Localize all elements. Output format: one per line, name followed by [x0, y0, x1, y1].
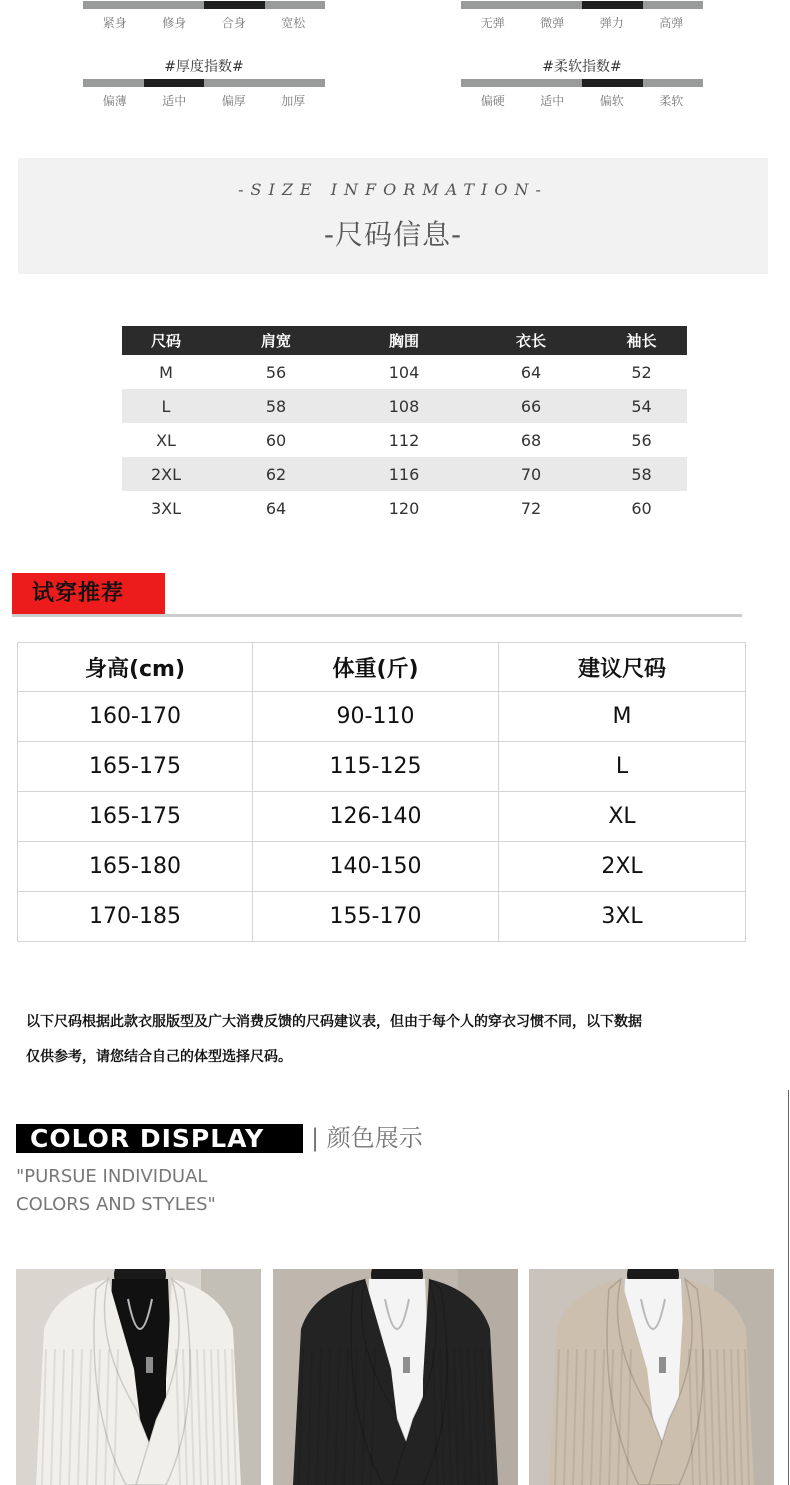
- index-selected-segment: [204, 1, 265, 9]
- column-header: 肩宽: [210, 326, 342, 355]
- table-cell: 165-180: [18, 842, 253, 892]
- color-display-title: COLOR DISPLAY: [16, 1124, 303, 1153]
- table-cell: 68: [520, 430, 542, 450]
- subtitle-line: COLORS AND STYLES": [16, 1194, 216, 1215]
- column-header: 袖长: [596, 326, 687, 355]
- index-label: 适中: [162, 94, 187, 108]
- table-cell: 108: [342, 389, 466, 423]
- table-cell: 62: [210, 457, 342, 491]
- table-cell: 170-185: [18, 892, 253, 942]
- table-cell: 54: [596, 389, 687, 423]
- black-sweater-photo: [273, 1269, 518, 1485]
- column-header: 体重(斤): [253, 643, 499, 692]
- table-cell: 160-170: [18, 692, 253, 742]
- table-row: [18, 892, 746, 942]
- color-display-cn-title: | 颜色展示: [311, 1124, 423, 1152]
- table-row: [122, 457, 687, 491]
- table-cell: XL: [156, 430, 176, 450]
- table-cell: 140-150: [253, 842, 499, 892]
- table-row: [18, 792, 746, 842]
- softness-index: [461, 58, 703, 109]
- color-display-subtitle: [16, 1163, 216, 1219]
- table-row: [122, 491, 687, 525]
- table-cell: 126-140: [253, 792, 499, 842]
- table-row: [122, 389, 687, 423]
- column-header: 衣长: [466, 326, 596, 355]
- table-cell: 64: [265, 498, 287, 518]
- index-label: 无弹: [480, 16, 505, 30]
- pendant: [659, 1357, 666, 1373]
- column-header: 建议尺码: [499, 643, 746, 692]
- table-cell: 90-110: [253, 692, 499, 742]
- index-bar: [461, 1, 703, 9]
- size-info-banner: [18, 158, 768, 274]
- table-cell: 64: [520, 362, 542, 382]
- thickness-index: [83, 58, 325, 109]
- size-chart-table: [122, 326, 687, 525]
- table-cell: 3XL: [499, 892, 746, 942]
- table-row: [122, 423, 687, 457]
- table-cell: 58: [210, 389, 342, 423]
- table-cell: 155-170: [253, 892, 499, 942]
- index-title: #柔软指数#: [542, 59, 622, 75]
- column-header: 身高(cm): [18, 643, 253, 692]
- index-bar: [83, 79, 325, 87]
- subtitle-line: "PURSUE INDIVIDUAL: [16, 1166, 208, 1187]
- sweater-illustration: [273, 1269, 518, 1485]
- size-disclaimer-note: [26, 1005, 766, 1075]
- index-label: 宽松: [281, 16, 306, 30]
- table-cell: 60: [631, 498, 652, 518]
- note-line: 仅供参考，请您结合自己的体型选择尺码。: [26, 1049, 292, 1065]
- table-cell: 165-175: [18, 742, 253, 792]
- table-cell: 52: [631, 362, 652, 382]
- table-cell: 70: [466, 457, 596, 491]
- pendant: [403, 1357, 410, 1373]
- table-cell: 112: [388, 430, 420, 450]
- sweater-illustration: [529, 1269, 774, 1485]
- page-edge-divider: [788, 1090, 789, 1485]
- index-selected-segment: [144, 79, 205, 87]
- index-bar: [83, 1, 325, 9]
- sweater-illustration: [16, 1269, 261, 1485]
- table-cell: 66: [466, 389, 596, 423]
- white-sweater-photo: [16, 1269, 261, 1485]
- table-cell: 120: [388, 498, 420, 518]
- table-cell: 60: [265, 430, 287, 450]
- recommendation-header-row: [18, 643, 746, 692]
- table-cell: L: [499, 742, 746, 792]
- table-cell: XL: [499, 792, 746, 842]
- column-header: 胸围: [342, 326, 466, 355]
- index-label: 紧身: [102, 16, 127, 30]
- try-on-recommendation-tag: 试穿推荐: [12, 573, 165, 615]
- table-cell: M: [159, 362, 173, 382]
- table-cell: M: [499, 692, 746, 742]
- table-cell: 56: [265, 362, 287, 382]
- index-label: 弹力: [599, 16, 624, 30]
- index-label: 修身: [162, 16, 187, 30]
- table-cell: 58: [596, 457, 687, 491]
- note-line: 以下尺码根据此款衣服版型及广大消费反馈的尺码建议表，但由于每个人的穿衣习惯不同，以下数据: [26, 1014, 642, 1030]
- column-header: 尺码: [122, 326, 210, 355]
- table-cell: 2XL: [122, 457, 210, 491]
- section-divider: [12, 614, 742, 617]
- table-row: [18, 842, 746, 892]
- size-info-cn-title: -尺码信息-: [323, 218, 463, 251]
- index-label: 合身: [221, 16, 246, 30]
- beige-sweater-photo: [529, 1269, 774, 1485]
- index-title: #厚度指数#: [164, 59, 244, 75]
- table-cell: 56: [631, 430, 652, 450]
- table-cell: 3XL: [150, 498, 182, 518]
- table-cell: 72: [520, 498, 542, 518]
- pendant: [146, 1357, 153, 1373]
- index-selected-segment: [582, 79, 643, 87]
- index-label: 偏厚: [221, 94, 246, 108]
- index-selected-segment: [582, 1, 643, 9]
- size-chart-header-row: [122, 326, 687, 355]
- table-cell: 165-175: [18, 792, 253, 842]
- table-cell: 2XL: [499, 842, 746, 892]
- elasticity-index: [461, 0, 703, 31]
- index-label: 高弹: [659, 16, 684, 30]
- index-bar: [461, 79, 703, 87]
- index-label: 偏薄: [102, 94, 127, 108]
- index-label: 微弹: [540, 16, 565, 30]
- index-label: 柔软: [659, 94, 684, 108]
- table-row: [18, 692, 746, 742]
- size-recommendation-table: [17, 642, 746, 942]
- table-cell: 116: [342, 457, 466, 491]
- index-label: 适中: [540, 94, 565, 108]
- size-info-en-title: -SIZE INFORMATION-: [238, 180, 548, 199]
- index-label: 加厚: [281, 94, 306, 108]
- table-row: [122, 355, 687, 389]
- table-cell: 104: [388, 362, 420, 382]
- fit-index: [83, 0, 325, 31]
- index-label: 偏软: [599, 94, 624, 108]
- table-cell: L: [122, 389, 210, 423]
- table-row: [18, 742, 746, 792]
- index-label: 偏硬: [480, 94, 505, 108]
- table-cell: 115-125: [253, 742, 499, 792]
